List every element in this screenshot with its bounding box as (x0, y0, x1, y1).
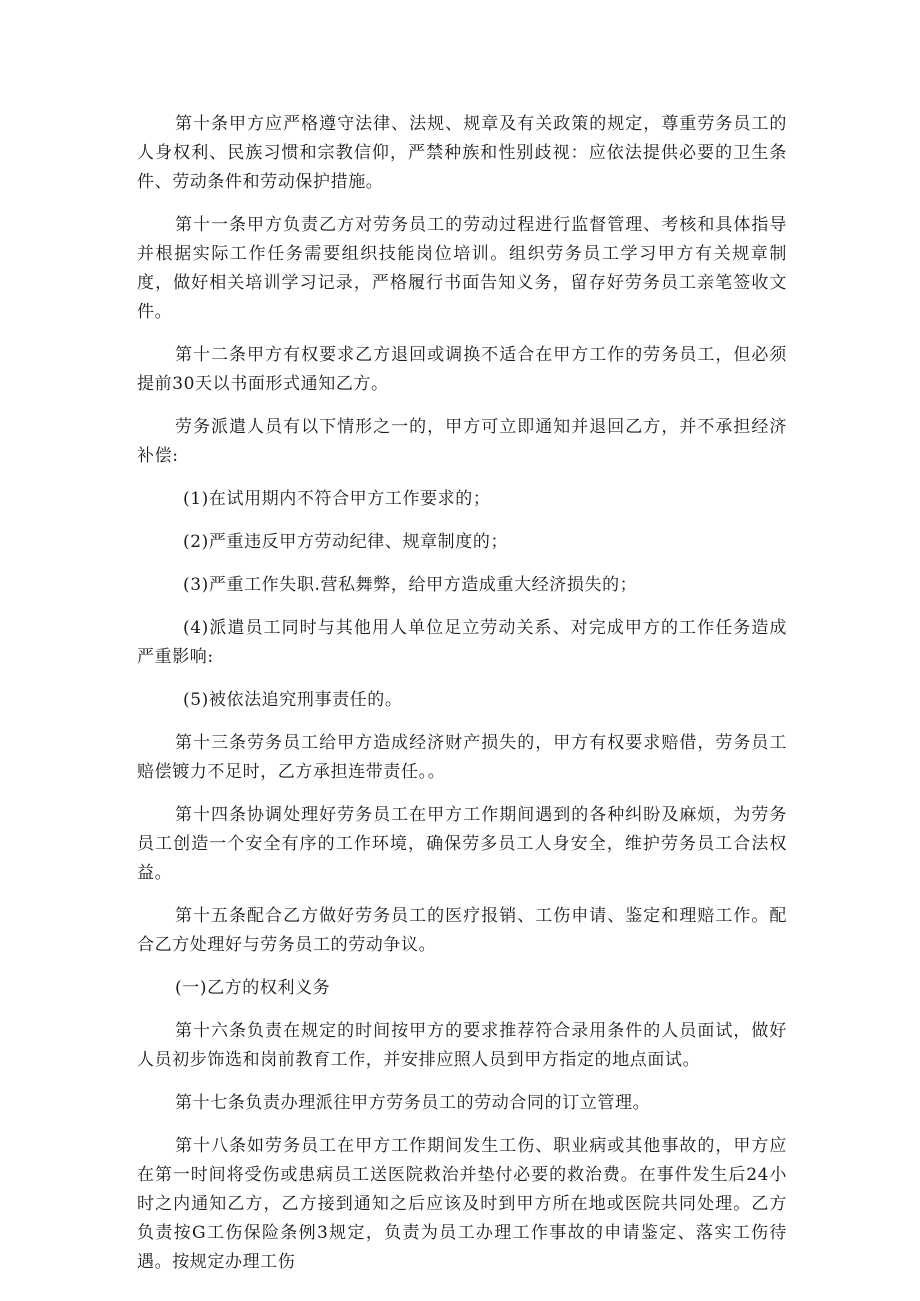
condition-item-3: (3)严重工作失职.营私舞弊，给甲方造成重大经济损失的； (183, 575, 638, 595)
article-13: 第十三条劳务员工给甲方造成经济财产损失的，甲方有权要求赔借，劳务员工赔偿镀力不足时，乙方承担连带责任。。 (137, 733, 787, 782)
dismissal-conditions-intro: 劳务派遣人员有以下情形之一的，甲方可立即通知并退回乙方，并不承担经济补偿: (137, 417, 787, 466)
document-page (137, 110, 787, 1291)
condition-item-4: (4)派遣员工同时与其他用人单位足立劳动关系、对完成甲方的工作任务造成严重影响: (137, 618, 787, 667)
article-18: 第十八条如劳务员工在甲方工作期间发生工伤、职业病或其他事故的，甲方应在第一时间将受伤或患病员工送医院救治并垫付必要的救治费。在事件发生后24小时之内通知乙方，乙方接到通知之后应该及时到甲方所在地或医院共同处理。乙方负责按G工伤保险条例3规定，负责为员工办理工作事故的申请鉴定、落实工伤待遇。按规定办理工伤 (137, 1136, 787, 1272)
article-14: 第十四条协调处理好劳务员工在甲方工作期间遇到的各种纠盼及麻烦，为劳务员工创造一个安全有序的工作环境，确保劳多员工人身安全，维护劳务员工合法权益。 (137, 805, 787, 883)
article-10: 第十条甲方应严格遵守法律、法规、规章及有关政策的规定，尊重劳务员工的人身权利、民族习惯和宗教信仰，严禁种族和性别歧视：应依法提供必要的卫生条件、劳动条件和劳动保护措施。 (137, 114, 787, 192)
article-16: 第十六条负责在规定的时间按甲方的要求推荐符合录用条件的人员面试，做好人员初步饰选和岗前教育工作，并安排应照人员到甲方指定的地点面试。 (137, 1021, 787, 1070)
article-11: 第十一条甲方负责乙方对劳务员工的劳动过程进行监督管理、考核和具体指导并根据实际工作任务需要组织技能岗位培训。组织劳务员工学习甲方有关规章制度，做好相关培训学习记录，严格履行书面告知义务，留存好劳务员工亲笔签收文件。 (137, 215, 787, 322)
article-17: 第十七条负责办理派往甲方劳务员工的劳动合同的订立管理。 (175, 1093, 651, 1113)
article-15: 第十五条配合乙方做好劳务员工的医疗报销、工伤申请、鉴定和理赔工作。配合乙方处理好与劳务员工的劳动争议。 (137, 906, 787, 955)
condition-item-1: (1)在试用期内不符合甲方工作要求的； (183, 489, 491, 509)
condition-item-5: (5)被依法追究刑事责任的。 (183, 690, 403, 710)
section-heading-party-b: (一)乙方的权利义务 (175, 978, 331, 998)
condition-item-2: (2)严重违反甲方劳动纪律、规章制度的； (183, 532, 509, 552)
article-12: 第十二条甲方有权要求乙方退回或调换不适合在甲方工作的劳务员工，但必须提前30天以书面形式通知乙方。 (137, 345, 787, 394)
